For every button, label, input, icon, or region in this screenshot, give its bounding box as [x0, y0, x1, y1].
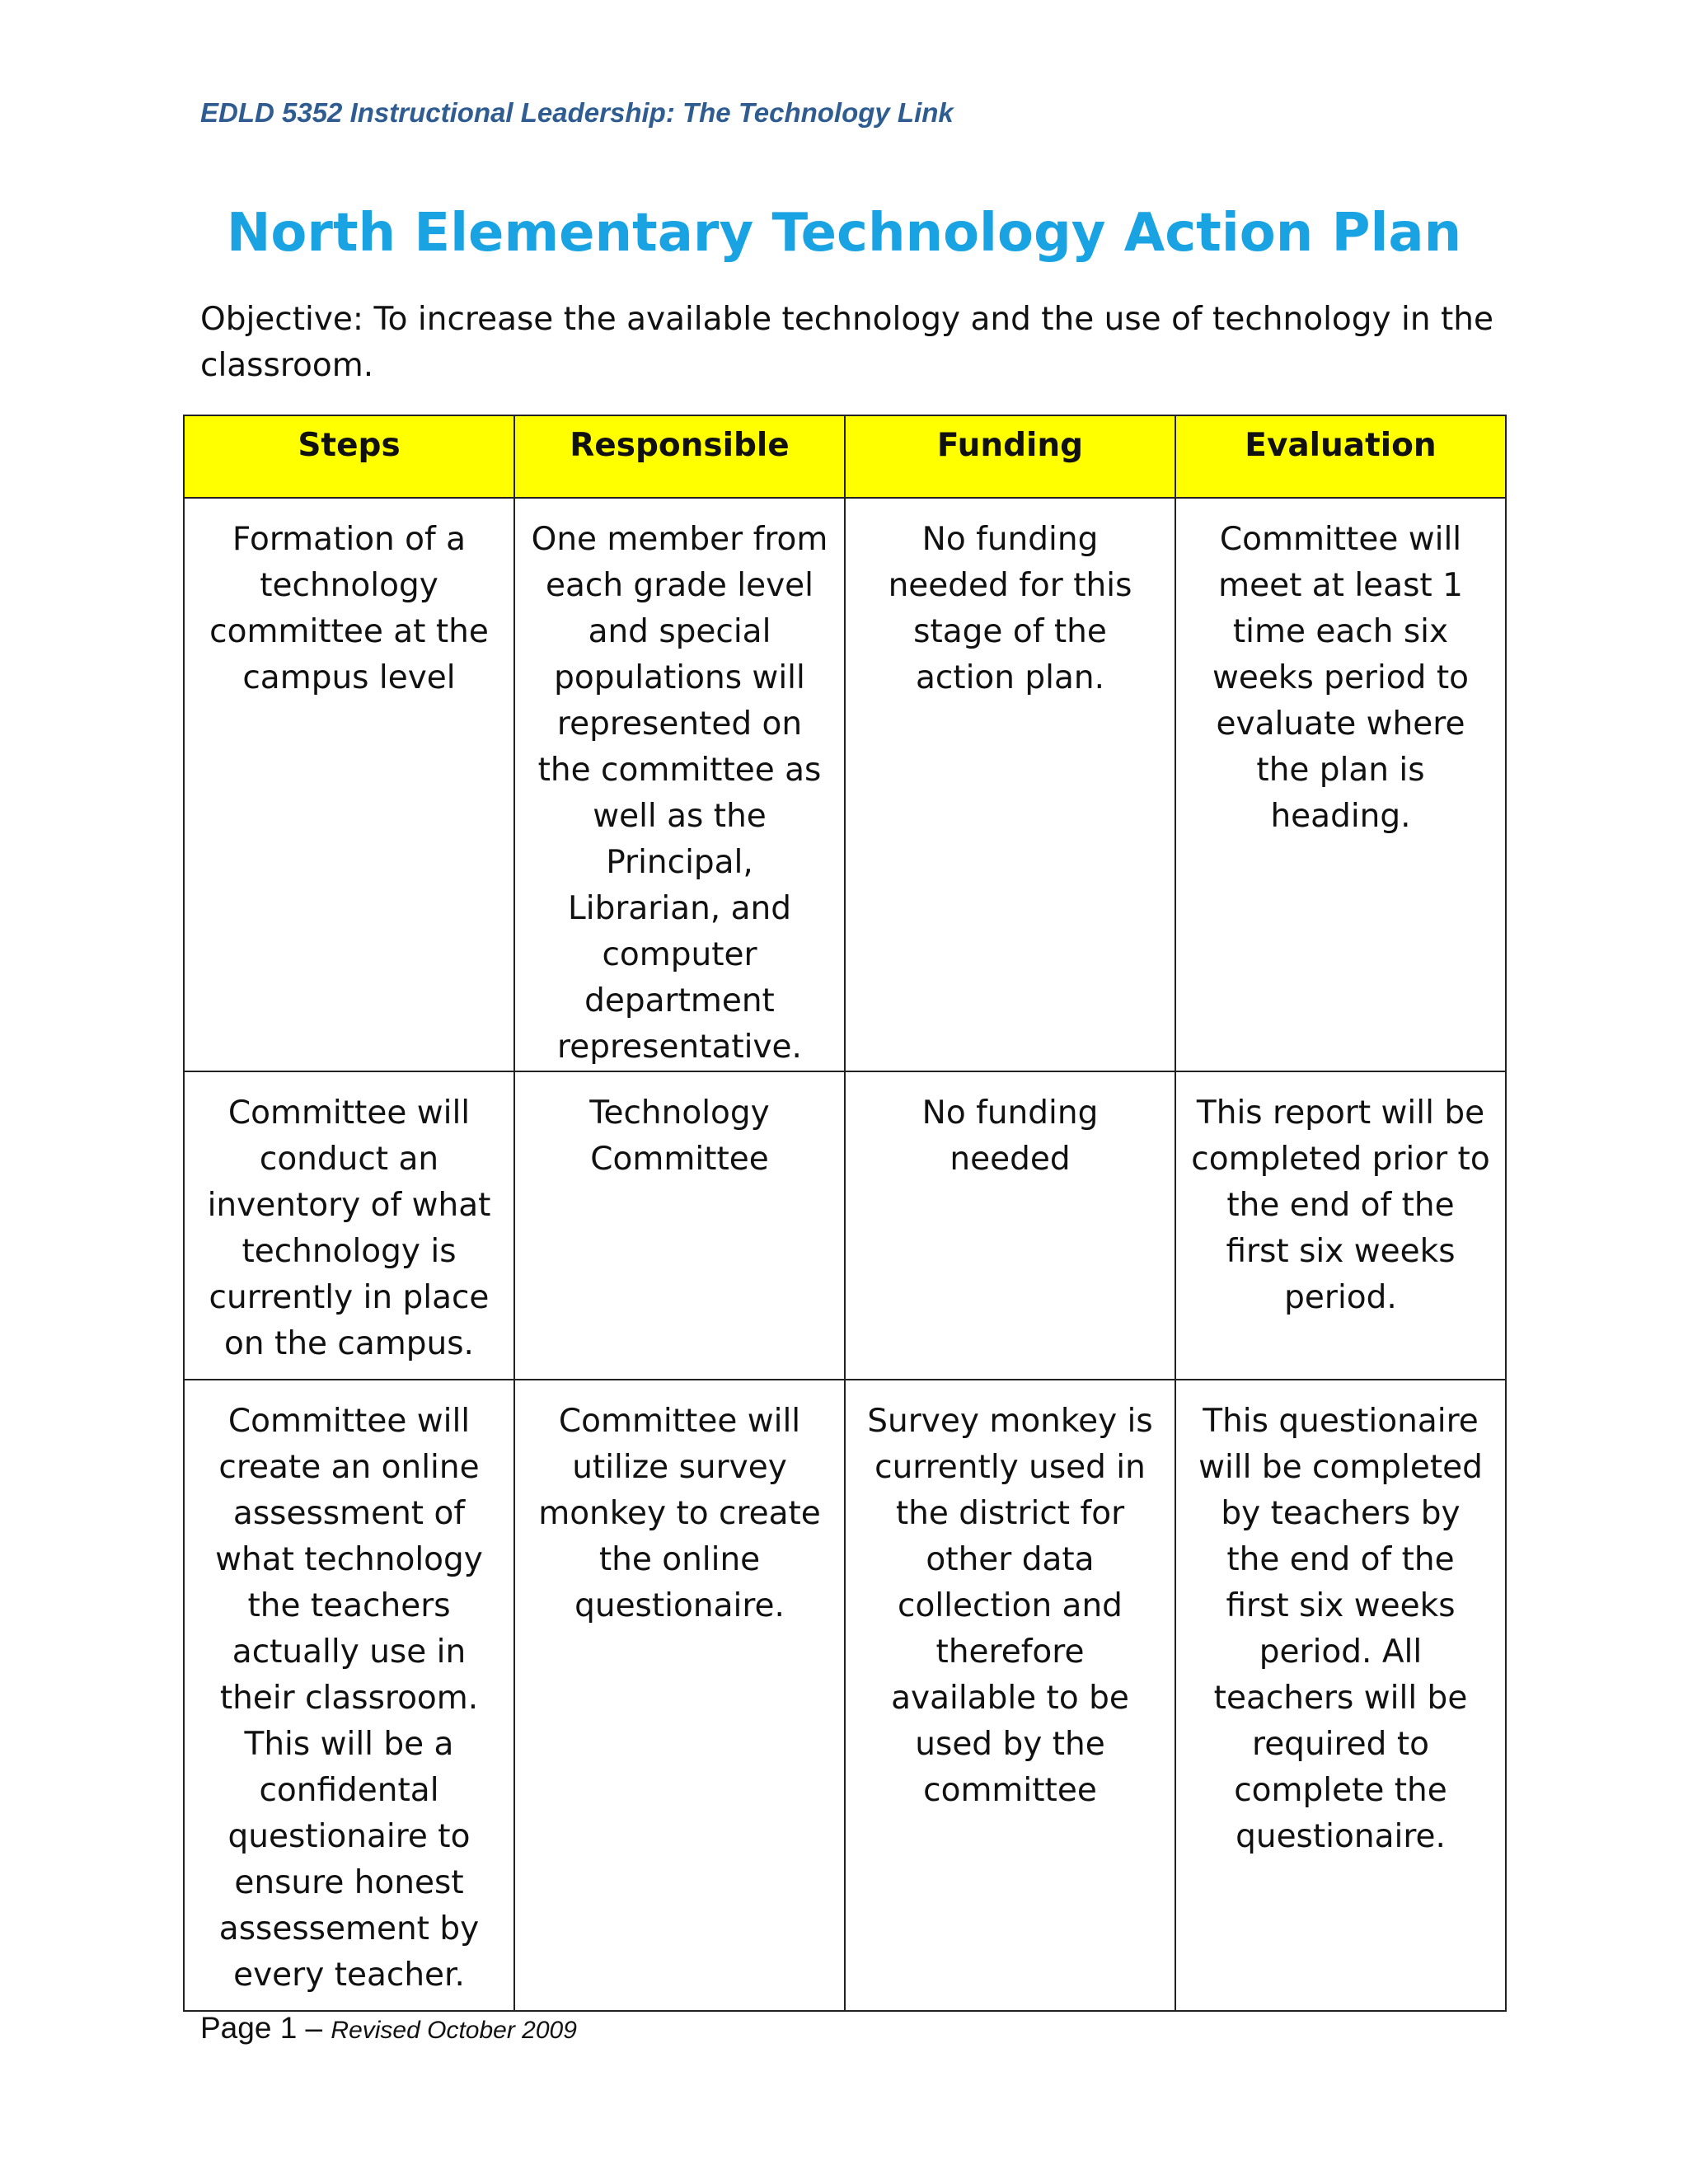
table-row [184, 1071, 1506, 1380]
table-header-row [184, 415, 1506, 498]
cell-responsible: One member from each grade level and special populations will represented on the committee as well as the Principal, Librarian, and computer department representative. [514, 498, 845, 1071]
cell-steps: Formation of a technology committee at the campus level [184, 498, 514, 1071]
revision-note: Revised October 2009 [331, 2017, 577, 2044]
column-header-evaluation: Evaluation [1175, 415, 1506, 498]
objective-text: Objective: To increase the available technology and the use of technology in the classroom. [200, 301, 1493, 384]
cell-evaluation: Committee will meet at least 1 time each six weeks period to evaluate where the plan is heading. [1175, 498, 1506, 1071]
page-number: Page 1 – [200, 2011, 331, 2045]
table-row [184, 1380, 1506, 2011]
cell-steps: Committee will create an online assessment of what technology the teachers actually use in their classroom. This will be a confidental questionaire to ensure honest assessement by every teacher. [184, 1380, 514, 2011]
page-footer [200, 2011, 577, 2046]
cell-funding: No funding needed for this stage of the action plan. [845, 498, 1175, 1071]
course-header: EDLD 5352 Instructional Leadership: The Technology Link [200, 97, 954, 128]
cell-evaluation: This report will be completed prior to the end of the first six weeks period. [1175, 1071, 1506, 1380]
column-header-funding: Funding [845, 415, 1175, 498]
cell-funding: Survey monkey is currently used in the district for other data collection and therefore available to be used by the committee [845, 1380, 1175, 2011]
column-header-steps: Steps [184, 415, 514, 498]
cell-responsible: Technology Committee [514, 1071, 845, 1380]
table-row [184, 498, 1506, 1071]
cell-evaluation: This questionaire will be completed by teachers by the end of the first six weeks period. All teachers will be required to complete the questionaire. [1175, 1380, 1506, 2011]
cell-funding: No funding needed [845, 1071, 1175, 1380]
action-plan-table [183, 415, 1507, 2012]
cell-steps: Committee will conduct an inventory of what technology is currently in place on the campus. [184, 1071, 514, 1380]
page-title: North Elementary Technology Action Plan [226, 203, 1462, 264]
column-header-responsible: Responsible [514, 415, 845, 498]
cell-responsible: Committee will utilize survey monkey to create the online questionaire. [514, 1380, 845, 2011]
